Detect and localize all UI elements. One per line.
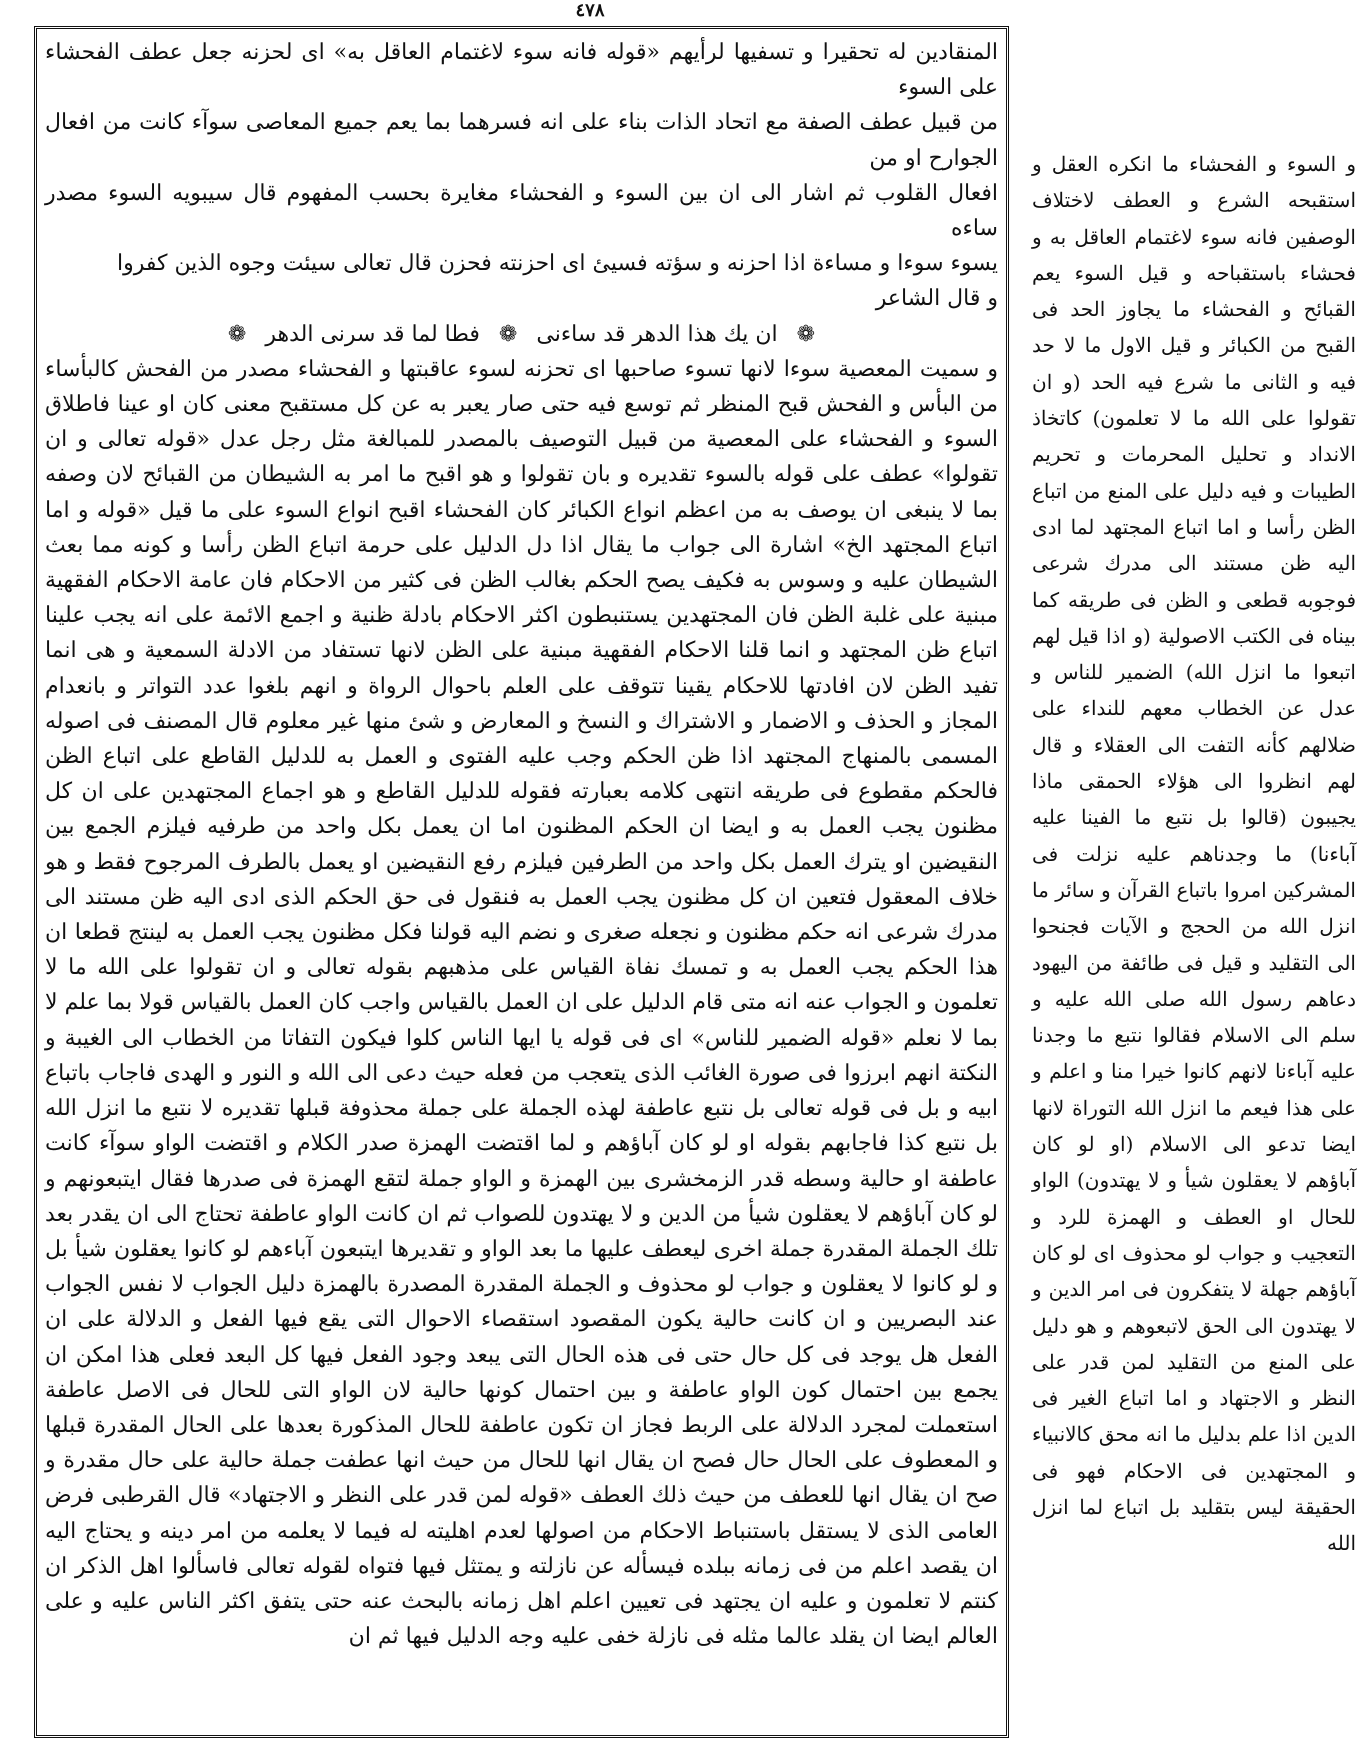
page-number: ٤٧٨ [575,0,605,21]
star-ornament-icon: ❁ [498,321,518,347]
poem-hemistich-2: فطا لما قد سرنى الدهر [265,321,480,347]
side-tafsir-column [1032,146,1356,1556]
text-line: من قبيل عطف الصفة مع اتحاد الذات بناء على انه فسرهما بما يعم جميع المعاصى سوآء كانت من افعال الجوارح او من [45,110,998,171]
poem-hemistich-1: ان يك هذا الدهر قد ساءنى [536,321,778,347]
text-line: يسوء سوءا و مساءة اذا احزنه و سؤته فسيئ اى احزنته فحزن قال تعالى سيئت وجوه الذين كفروا [116,251,998,277]
main-commentary-frame [34,26,1009,1738]
text-line: المنقادين له تحقيرا و تسفيها لرأيهم «قوله فانه سوء لاغتمام العاقل به» اى لحزنه جعل عطف الفحشاء على السوء [45,40,998,101]
poem-verse [45,317,998,352]
star-ornament-icon: ❁ [227,321,247,347]
text-line: و قال الشاعر [875,286,998,312]
main-commentary-text [45,35,998,1729]
star-ornament-icon: ❁ [796,321,816,347]
side-paragraph: و السوء و الفحشاء ما انكره العقل و استقبحه الشرع و العطف لاختلاف الوصفين فانه سوء لاغتمام العاقل به و فحشاء باستقباحه و قيل السوء يعم القبائح و الفحشاء ما يجاوز الحد فى القبح من الكبائر و قيل الاول ما لا حد فيه و الثانى ما شرع فيه الحد (و ان تقولوا على الله ما لا تعلمون) كاتخاذ الانداد و تحليل المحرمات و تحريم الطيبات و فيه دليل على المنع من اتباع الظن رأسا و اما اتباع المجتهد لما ادى اليه ظن مستند الى مدرك شرعى فوجوبه قطعى و الظن فى طريقه كما بيناه فى الكتب الاصولية (و اذا قيل لهم اتبعوا ما انزل الله) الضمير للناس و عدل عن الخطاب معهم للنداء على ضلالهم كأنه التفت الى العقلاء و قال لهم انظروا الى هؤلاء الحمقى ماذا يجيبون (قالوا بل نتبع ما الفينا عليه آباءنا) ما وجدناهم عليه نزلت فى المشركين امروا باتباع القرآن و سائر ما انزل الله من الحجج و الآيات فجنحوا الى التقليد و قيل فى طائفة من اليهود دعاهم رسول الله صلى الله عليه و سلم الى الاسلام فقالوا نتبع ما وجدنا عليه آباءنا لانهم كانوا خيرا منا و اعلم و على هذا فيعم ما انزل الله التوراة لانها ايضا تدعو الى الاسلام (او لو كان آباؤهم لا يعقلون شيأ و لا يهتدون) الواو للحال او العطف و الهمزة للرد و التعجيب و جواب لو محذوف اى لو كان آباؤهم جهلة لا يتفكرون فى امر الدين و لا يهتدون الى الحق لاتبعوهم و هو دليل على المنع من التقليد لمن قدر على النظر و الاجتهاد و اما اتباع الغير فى الدين اذا علم بدليل ما انه محق كالانبياء و المجتهدين فى الاحكام فهو فى الحقيقة ليس بتقليد بل اتباع لما انزل الله [1032,152,1356,1556]
text-line: افعال القلوب ثم اشار الى ان بين السوء و الفحشاء مغايرة بحسب المفهوم قال سيبويه السوء مصدر ساءه [45,180,998,242]
main-paragraph: و سميت المعصية سوءا لانها تسوء صاحبها اى تحزنه لسوء عاقبتها و الفحشاء مصدر من الفحش كالبأساء من البأس و الفحش قبح المنظر ثم توسع فيه حتى صار يعبر به عن كل مستقبح معنى كان او عينا فاطلاق السوء و الفحشاء على المعصية من قبيل التوصيف بالمصدر للمبالغة مثل رجل عدل «قوله تعالى و ان تقولوا» عطف على قوله بالسوء تقديره و بان تقولوا و هو اقبح ما امر به الشيطان من القبائح لان وصفه بما لا ينبغى ان يوصف به من اعظم انواع الكبائر كان الفحشاء اقبح انواع السوء على ما قيل «قوله و اما اتباع المجتهد الخ» اشارة الى جواب ما يقال اذا دل الدليل على حرمة اتباع الظن رأسا و كونه مما بعث الشيطان عليه و وسوس به فكيف يصح الحكم بغالب الظن فى كثير من الاحكام فان عامة الاحكام الفقهية مبنية على غلبة الظن فان المجتهدين يستنبطون اكثر الاحكام بادلة ظنية و اجمع الائمة على انه يجب علينا اتباع ظن المجتهد و انما قلنا الاحكام الفقهية مبنية على الظن لانها تستفاد من الادلة السمعية و هى انما تفيد الظن لان افادتها للاحكام يقينا تتوقف على العلم باحوال الرواة و انهم بلغوا عدد التواتر و بانعدام المجاز و الحذف و الاضمار و الاشتراك و النسخ و المعارض و شئ منها غير معلوم قال المصنف فى اصوله المسمى بالمنهاج المجتهد اذا ظن الحكم وجب عليه الفتوى و العمل به للدليل القاطع على اتباع الظن فالحكم مقطوع فى طريقه انتهى كلامه بعبارته فقوله للدليل القاطع و هو اجماع المجتهدين على ان كل مظنون يجب العمل به و ايضا ان الحكم المظنون اما ان يعمل بكل واحد من طرفيه فيلزم الجمع بين النقيضين او يترك العمل بكل واحد من الطرفين فيلزم رفع النقيضين او يعمل بالطرف المرجوح فقط و هو خلاف المعقول فتعين ان كل مظنون يجب العمل به فنقول فى حق الحكم الذى ادى اليه ظن مستند الى مدرك شرعى انه حكم مظنون و نجعله صغرى و نضم اليه قولنا فكل مظنون يجب العمل به لينتج قطعا ان هذا الحكم يجب العمل به و تمسك نفاة القياس على مذهبهم بقوله تعالى و ان تقولوا على الله ما لا تعلمون و الجواب عنه انه متى قام الدليل على ان العمل بالقياس واجب كان العمل بالقياس قولا بما علم لا بما لا نعلم «قوله الضمير للناس» اى فى قوله يا ايها الناس كلوا فيكون التفاتا من الخطاب الى الغيبة و النكتة انهم ابرزوا فى صورة الغائب الذى يتعجب من فعله حيث دعى الى الله و النور و الهدى فاجاب باتباع ابيه و بل فى قوله تعالى بل نتبع عاطفة لهذه الجملة على جملة محذوفة قبلها تقديره لا نتبع ما انزل الله بل نتبع كذا فاجابهم بقوله او لو كان آباؤهم و لما اقتضت الهمزة صدر الكلام و اقتضت الواو سوآء كانت عاطفة او حالية وسطه قدر الزمخشرى بين الهمزة و الواو جملة لتقع الهمزة فى صدرها فقال ايتبعونهم و لو كان آباؤهم لا يعقلون شيأ من الدين و لا يهتدون للصواب ثم ان كانت الواو عاطفة تحتاج الى ان يقدر بعد تلك الجملة المقدرة جملة اخرى ليعطف عليها ما بعد الواو و تقديرها ايتبعون آباءهم لو كانوا يعقلون شيأ بل و لو كانوا لا يعقلون و جواب لو محذوف و الجملة المقدرة المصدرة بالهمزة دليل الجواب لا نفس الجواب عند البصريين و ان كانت حالية يكون المقصود استقصاء الاحوال التى يقع فيها الفعل و الدلالة على ان الفعل هل يوجد فى كل حال حتى فى هذه الحال التى يبعد وجود الفعل فيها كل البعد فعلى هذا امكن ان يجمع بين احتمال كون الواو عاطفة و بين احتمال كونها حالية لان الواو التى للحال فى الاصل عاطفة استعملت لمجرد الدلالة على الربط فجاز ان تكون عاطفة للحال المذكورة بعدها على الحال المقدرة قبلها و المعطوف على الحال حال فصح ان يقال انها للحال من حيث انها عطفت جملة حالية على حال مقدرة و صح ان يقال انها للعطف من حيث ذلك العطف «قوله لمن قدر على النظر و الاجتهاد» قال القرطبى فرض العامى الذى لا يستقل باستنباط الاحكام من اصولها لعدم اهليته له فيما لا يعلمه من امر دينه و يحتاج اليه ان يقصد اعلم من فى زمانه ببلده فيسأله عن نازلته و يمتثل فيها فتواه لقوله تعالى فاسألوا اهل الذكر ان كنتم لا تعلمون و عليه ان يجتهد فى تعيين اعلم اهل زمانه بالبحث عنه حتى يتفق اكثر الناس عليه و على العالم ايضا ان يقلد عالما مثله فى نازلة خفى عليه وجه الدليل فيها ثم ان [45,356,998,1650]
